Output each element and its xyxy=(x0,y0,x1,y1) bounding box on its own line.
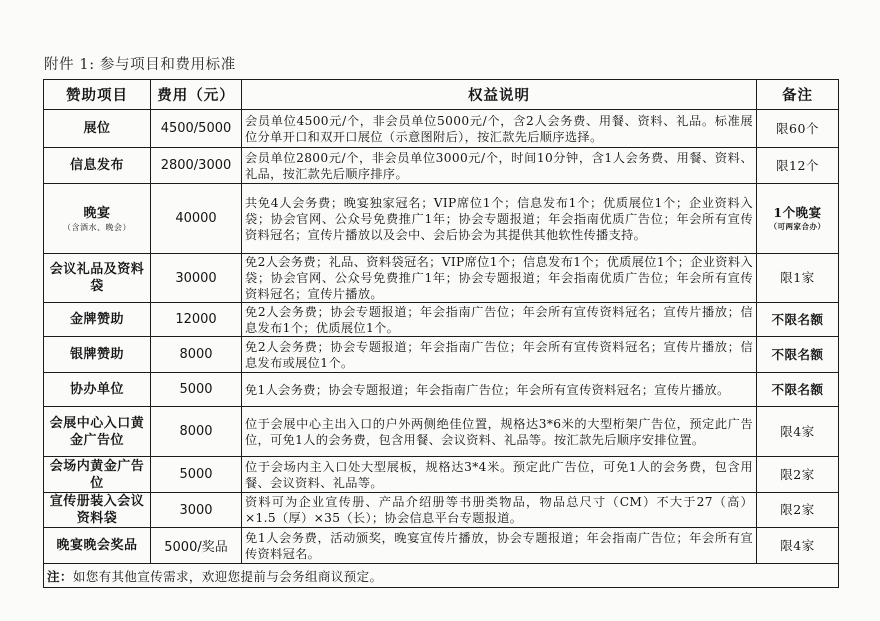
item-name: 会议礼品及资料袋 xyxy=(49,262,145,294)
item-cell xyxy=(44,110,151,148)
page-title: 附件 1: 参与项目和费用标准 xyxy=(44,57,236,73)
table-row xyxy=(44,457,839,493)
note-text: 不限名额 xyxy=(771,381,824,397)
note-text: 限4家 xyxy=(780,537,815,553)
desc-cell: 共免4人会务费；晚宴独家冠名；VIP席位1个；信息发布1个；优质展位1个；企业资料入袋；协会官网、公众号免费推广1年；协会专题报道；年会指南优质广告位；年会所有宣传资料冠名；宣传片播放以及会中、会后协会为其提供其他软性传播支持。 xyxy=(242,184,757,254)
fee-cell: 30000 xyxy=(151,254,242,303)
desc-cell: 会员单位4500元/个，非会员单位5000元/个，含2人会务费、用餐、资料、礼品。标准展位分单开口和双开口展位（示意图附后），按汇款先后顺序选择。 xyxy=(242,110,757,148)
note-cell xyxy=(757,528,839,564)
fee-table xyxy=(43,79,839,588)
fee-cell: 8000 xyxy=(151,407,242,457)
note-cell xyxy=(757,493,839,528)
table-row xyxy=(44,110,839,148)
header-row xyxy=(44,80,839,110)
item-cell xyxy=(44,457,151,493)
desc-cell: 免2人会务费；协会专题报道；年会指南广告位；年会所有宣传资料冠名；宣传片播放；信息发布1个；优质展位1个。 xyxy=(242,303,757,337)
note-cell xyxy=(757,303,839,337)
footer-row xyxy=(44,564,839,588)
desc-cell: 资料可为企业宣传册、产品介绍册等书册类物品，物品总尺寸（CM）不大于27（高）×1.5（厚）×35（长）；协会信息平台专题报道。 xyxy=(242,493,757,528)
note-cell xyxy=(757,337,839,373)
fee-cell: 40000 xyxy=(151,184,242,254)
note-cell xyxy=(757,148,839,184)
desc-cell: 免1人会务费，活动颁奖，晚宴宣传片播放，协会专题报道；年会指南广告位；年会所有宣传资料冠名。 xyxy=(242,528,757,564)
item-subtitle: （含酒水、晚会） xyxy=(63,222,131,232)
fee-cell: 5000/奖品 xyxy=(151,528,242,564)
footer-text: 如您有其他宣传需求，欢迎您提前与会务组商议预定。 xyxy=(72,568,383,584)
item-name: 信息发布 xyxy=(69,158,124,173)
table-row xyxy=(44,493,839,528)
note-subtitle: （可两家合办） xyxy=(769,222,826,231)
note-text: 限2家 xyxy=(780,502,815,517)
item-cell xyxy=(44,373,151,407)
desc-cell: 免2人会务费；协会专题报道；年会指南广告位；年会所有宣传资料冠名；宣传片播放；信息发布或展位1个。 xyxy=(242,337,757,373)
item-name: 会场内黄金广告位 xyxy=(49,458,145,491)
table-row xyxy=(44,528,839,564)
table-row xyxy=(44,148,839,184)
item-cell xyxy=(44,148,151,184)
item-cell xyxy=(44,407,151,457)
footer-label: 注： xyxy=(47,568,73,584)
note-text: 不限名额 xyxy=(771,346,824,362)
header-fee: 费用（元） xyxy=(151,80,242,110)
item-name: 协办单位 xyxy=(69,382,124,397)
table-row xyxy=(44,337,839,373)
table-row xyxy=(44,373,839,407)
fee-cell: 4500/5000 xyxy=(151,110,242,148)
header-item: 赞助项目 xyxy=(44,80,151,110)
note-cell xyxy=(757,110,839,148)
item-cell xyxy=(44,337,151,373)
desc-cell: 会员单位2800元/个，非会员单位3000元/个，时间10分钟，含1人会务费、用餐、资料、礼品，按汇款先后顺序排序。 xyxy=(242,148,757,184)
table-row xyxy=(44,303,839,337)
fee-cell: 2800/3000 xyxy=(151,148,242,184)
item-name: 展位 xyxy=(83,121,111,136)
item-name: 晚宴 xyxy=(83,205,111,221)
note-text: 限12个 xyxy=(776,157,819,173)
desc-cell: 位于会场内主入口处大型展板，规格达3*4米。预定此广告位，可免1人的会务费，包含用餐、会议资料、礼品等。 xyxy=(242,457,757,493)
note-text: 限60个 xyxy=(776,120,819,136)
item-name: 会展中心入口黄金广告位 xyxy=(49,415,145,448)
item-name: 金牌赞助 xyxy=(69,312,124,327)
fee-cell: 8000 xyxy=(151,337,242,373)
footer-note xyxy=(44,564,839,588)
note-text: 1个晚宴 xyxy=(773,205,822,220)
note-text: 限4家 xyxy=(780,423,815,439)
item-cell xyxy=(44,528,151,564)
fee-cell: 3000 xyxy=(151,493,242,528)
note-cell xyxy=(757,373,839,407)
item-cell xyxy=(44,254,151,303)
item-name: 银牌赞助 xyxy=(69,347,124,362)
item-cell xyxy=(44,493,151,528)
note-cell xyxy=(757,254,839,303)
note-text: 限1家 xyxy=(780,270,815,285)
desc-cell: 免2人会务费；礼品、资料袋冠名；VIP席位1个；信息发布1个；优质展位1个；企业资料入袋；协会官网、公众号免费推广1年；协会专题报道；年会指南优质广告位；年会所有宣传资料冠名；宣传片播放。 xyxy=(242,254,757,303)
fee-cell: 5000 xyxy=(151,457,242,493)
table-row xyxy=(44,407,839,457)
item-cell xyxy=(44,303,151,337)
table-row xyxy=(44,254,839,303)
table-row xyxy=(44,184,839,254)
item-name: 晚宴晚会奖品 xyxy=(56,538,138,553)
item-name: 宣传册装入会议资料袋 xyxy=(49,494,145,526)
desc-cell: 免1人会务费；协会专题报道；年会指南广告位；年会所有宣传资料冠名；宣传片播放。 xyxy=(242,373,757,407)
note-text: 不限名额 xyxy=(771,311,824,327)
header-note: 备注 xyxy=(757,80,839,110)
desc-cell: 位于会展中心主出入口的户外两侧绝佳位置，规格达3*6米的大型桁架广告位，预定此广告位，可免1人的会务费，包含用餐、会议资料、礼品等。按汇款先后顺序安排位置。 xyxy=(242,407,757,457)
item-cell xyxy=(44,184,151,254)
header-desc: 权益说明 xyxy=(242,80,757,110)
note-text: 限2家 xyxy=(780,466,815,482)
note-cell xyxy=(757,407,839,457)
note-cell xyxy=(757,457,839,493)
note-cell xyxy=(757,184,839,254)
fee-cell: 12000 xyxy=(151,303,242,337)
fee-cell: 5000 xyxy=(151,373,242,407)
